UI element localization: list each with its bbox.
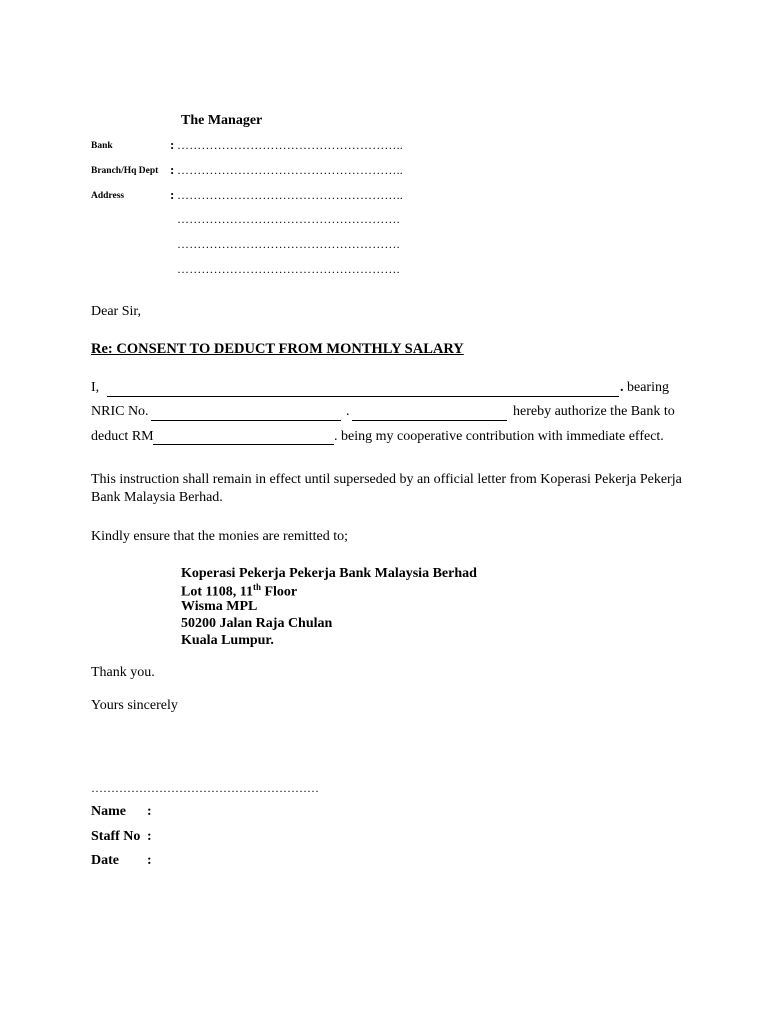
remit-address-line-2 (181, 582, 297, 601)
consent-line2-prefix: NRIC No. (91, 404, 149, 419)
remit-address-floor: Floor (260, 584, 298, 600)
address-label: Address (91, 191, 125, 201)
consent-line1-prefix: I, (91, 380, 100, 395)
consent-line3-prefix: deduct RM (91, 429, 154, 444)
date-colon: : (147, 853, 152, 868)
bank-colon: : (170, 137, 175, 152)
remit-address-line-4: 50200 Jalan Raja Chulan (181, 616, 333, 631)
address-field-line-1[interactable]: ……………………………………………….. (177, 188, 403, 202)
remit-address-lot: Lot 1108, 11 (181, 584, 253, 600)
date-label: Date (91, 853, 119, 868)
amount-blank-line[interactable] (153, 444, 334, 445)
address-field-line-4[interactable]: ………………………………………………. (177, 262, 400, 276)
branch-label: Branch/Hq Dept (91, 166, 159, 176)
remit-intro: Kindly ensure that the monies are remitted to; (91, 529, 348, 544)
name-colon: : (147, 804, 152, 819)
remit-address-ordinal: th (252, 582, 261, 592)
instruction-line-1: This instruction shall remain in effect until superseded by an official letter from Koperasi Pekerja Pekerja (91, 472, 682, 487)
consent-line3-suffix: . being my cooperative contribution with immediate effect. (334, 429, 664, 444)
bank-field[interactable]: ……………………………………………….. (177, 138, 403, 152)
branch-field[interactable]: ……………………………………………….. (177, 163, 403, 177)
closing-text: Yours sincerely (91, 698, 178, 713)
thanks-text: Thank you. (91, 665, 155, 680)
staff-no-label: Staff No (91, 829, 141, 844)
branch-colon: : (170, 162, 175, 177)
address-field-line-3[interactable]: ………………………………………………. (177, 237, 400, 251)
consent-line1-suffix: bearing (627, 380, 669, 395)
instruction-line-2: Bank Malaysia Berhad. (91, 490, 223, 505)
nric-blank-line-1[interactable] (151, 420, 341, 421)
signature-line[interactable]: ………………………………………………… (91, 781, 319, 795)
address-field-line-2[interactable]: ………………………………………………. (177, 212, 400, 226)
remit-address-line-1: Koperasi Pekerja Pekerja Bank Malaysia Berhad (181, 566, 477, 581)
staff-no-colon: : (147, 829, 152, 844)
salutation: Dear Sir, (91, 304, 141, 319)
remit-address-line-3: Wisma MPL (181, 599, 258, 614)
consent-line2-suffix: hereby authorize the Bank to (513, 404, 675, 419)
subject-heading: Re: CONSENT TO DEDUCT FROM MONTHLY SALARY (91, 341, 464, 357)
name-label: Name (91, 804, 126, 819)
nric-blank-line-2[interactable] (352, 420, 507, 421)
remit-address-line-5: Kuala Lumpur. (181, 633, 274, 648)
name-blank-line[interactable] (107, 396, 619, 397)
address-colon: : (170, 187, 175, 202)
nric-separator: . (346, 404, 350, 419)
recipient-title: The Manager (181, 113, 263, 128)
consent-line1-period: . (620, 380, 624, 395)
bank-label: Bank (91, 141, 113, 151)
